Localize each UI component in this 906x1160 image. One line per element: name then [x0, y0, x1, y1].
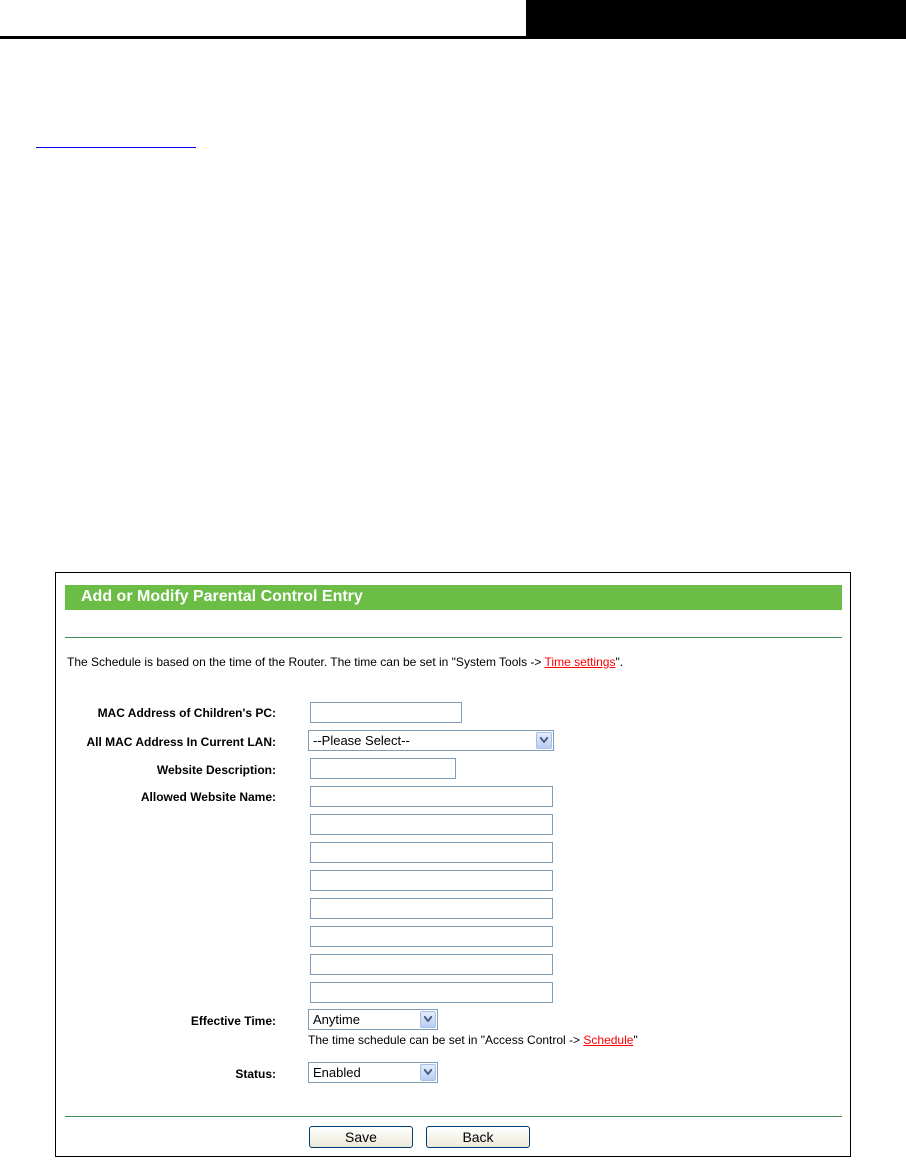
back-button[interactable]: Back: [426, 1126, 530, 1148]
notice-suffix: ".: [615, 655, 624, 669]
mac-address-label: MAC Address of Children's PC:: [97, 706, 276, 720]
panel-title: Add or Modify Parental Control Entry: [81, 588, 363, 605]
notice-prefix: The Schedule is based on the time of the Router. The time can be set in "System Tools ->: [67, 655, 545, 669]
chevron-down-icon[interactable]: [420, 1011, 436, 1028]
status-select[interactable]: [308, 1062, 438, 1083]
schedule-hint-prefix: The time schedule can be set in "Access Control ->: [308, 1033, 584, 1047]
mac-address-input[interactable]: [310, 702, 462, 723]
status-label: Status:: [235, 1067, 276, 1081]
allowed-website-input-5[interactable]: [310, 898, 553, 919]
parental-control-panel: [55, 572, 851, 1157]
allowed-website-input-6[interactable]: [310, 926, 553, 947]
schedule-notice: [67, 655, 623, 669]
allowed-website-input-3[interactable]: [310, 842, 553, 863]
document-header-block: [526, 0, 906, 39]
allowed-website-input-8[interactable]: [310, 982, 553, 1003]
all-mac-label: All MAC Address In Current LAN:: [86, 735, 276, 749]
effective-time-label: Effective Time:: [190, 1014, 276, 1028]
effective-time-select[interactable]: [308, 1009, 438, 1030]
document-header-rule: [0, 36, 526, 39]
top-divider: [65, 637, 842, 638]
website-description-label: Website Description:: [156, 763, 276, 777]
allowed-website-input-4[interactable]: [310, 870, 553, 891]
all-mac-selected-value: --Please Select--: [313, 733, 410, 748]
website-description-input[interactable]: [310, 758, 456, 779]
schedule-hint-suffix: ": [633, 1033, 638, 1047]
schedule-hint: [308, 1033, 638, 1047]
chevron-down-icon[interactable]: [536, 732, 552, 749]
allowed-website-input-7[interactable]: [310, 954, 553, 975]
chevron-down-icon[interactable]: [420, 1064, 436, 1081]
document-link-underline: [36, 147, 196, 148]
save-button[interactable]: Save: [309, 1126, 413, 1148]
time-settings-link[interactable]: Time settings: [544, 655, 616, 669]
effective-time-selected-value: Anytime: [313, 1012, 360, 1027]
status-selected-value: Enabled: [313, 1065, 361, 1080]
allowed-website-label: Allowed Website Name:: [140, 790, 276, 804]
bottom-divider: [65, 1116, 842, 1117]
schedule-link[interactable]: Schedule: [583, 1033, 634, 1047]
allowed-website-input-2[interactable]: [310, 814, 553, 835]
all-mac-select[interactable]: [308, 730, 554, 751]
panel-title-bar: [65, 585, 842, 610]
allowed-website-input-1[interactable]: [310, 786, 553, 807]
